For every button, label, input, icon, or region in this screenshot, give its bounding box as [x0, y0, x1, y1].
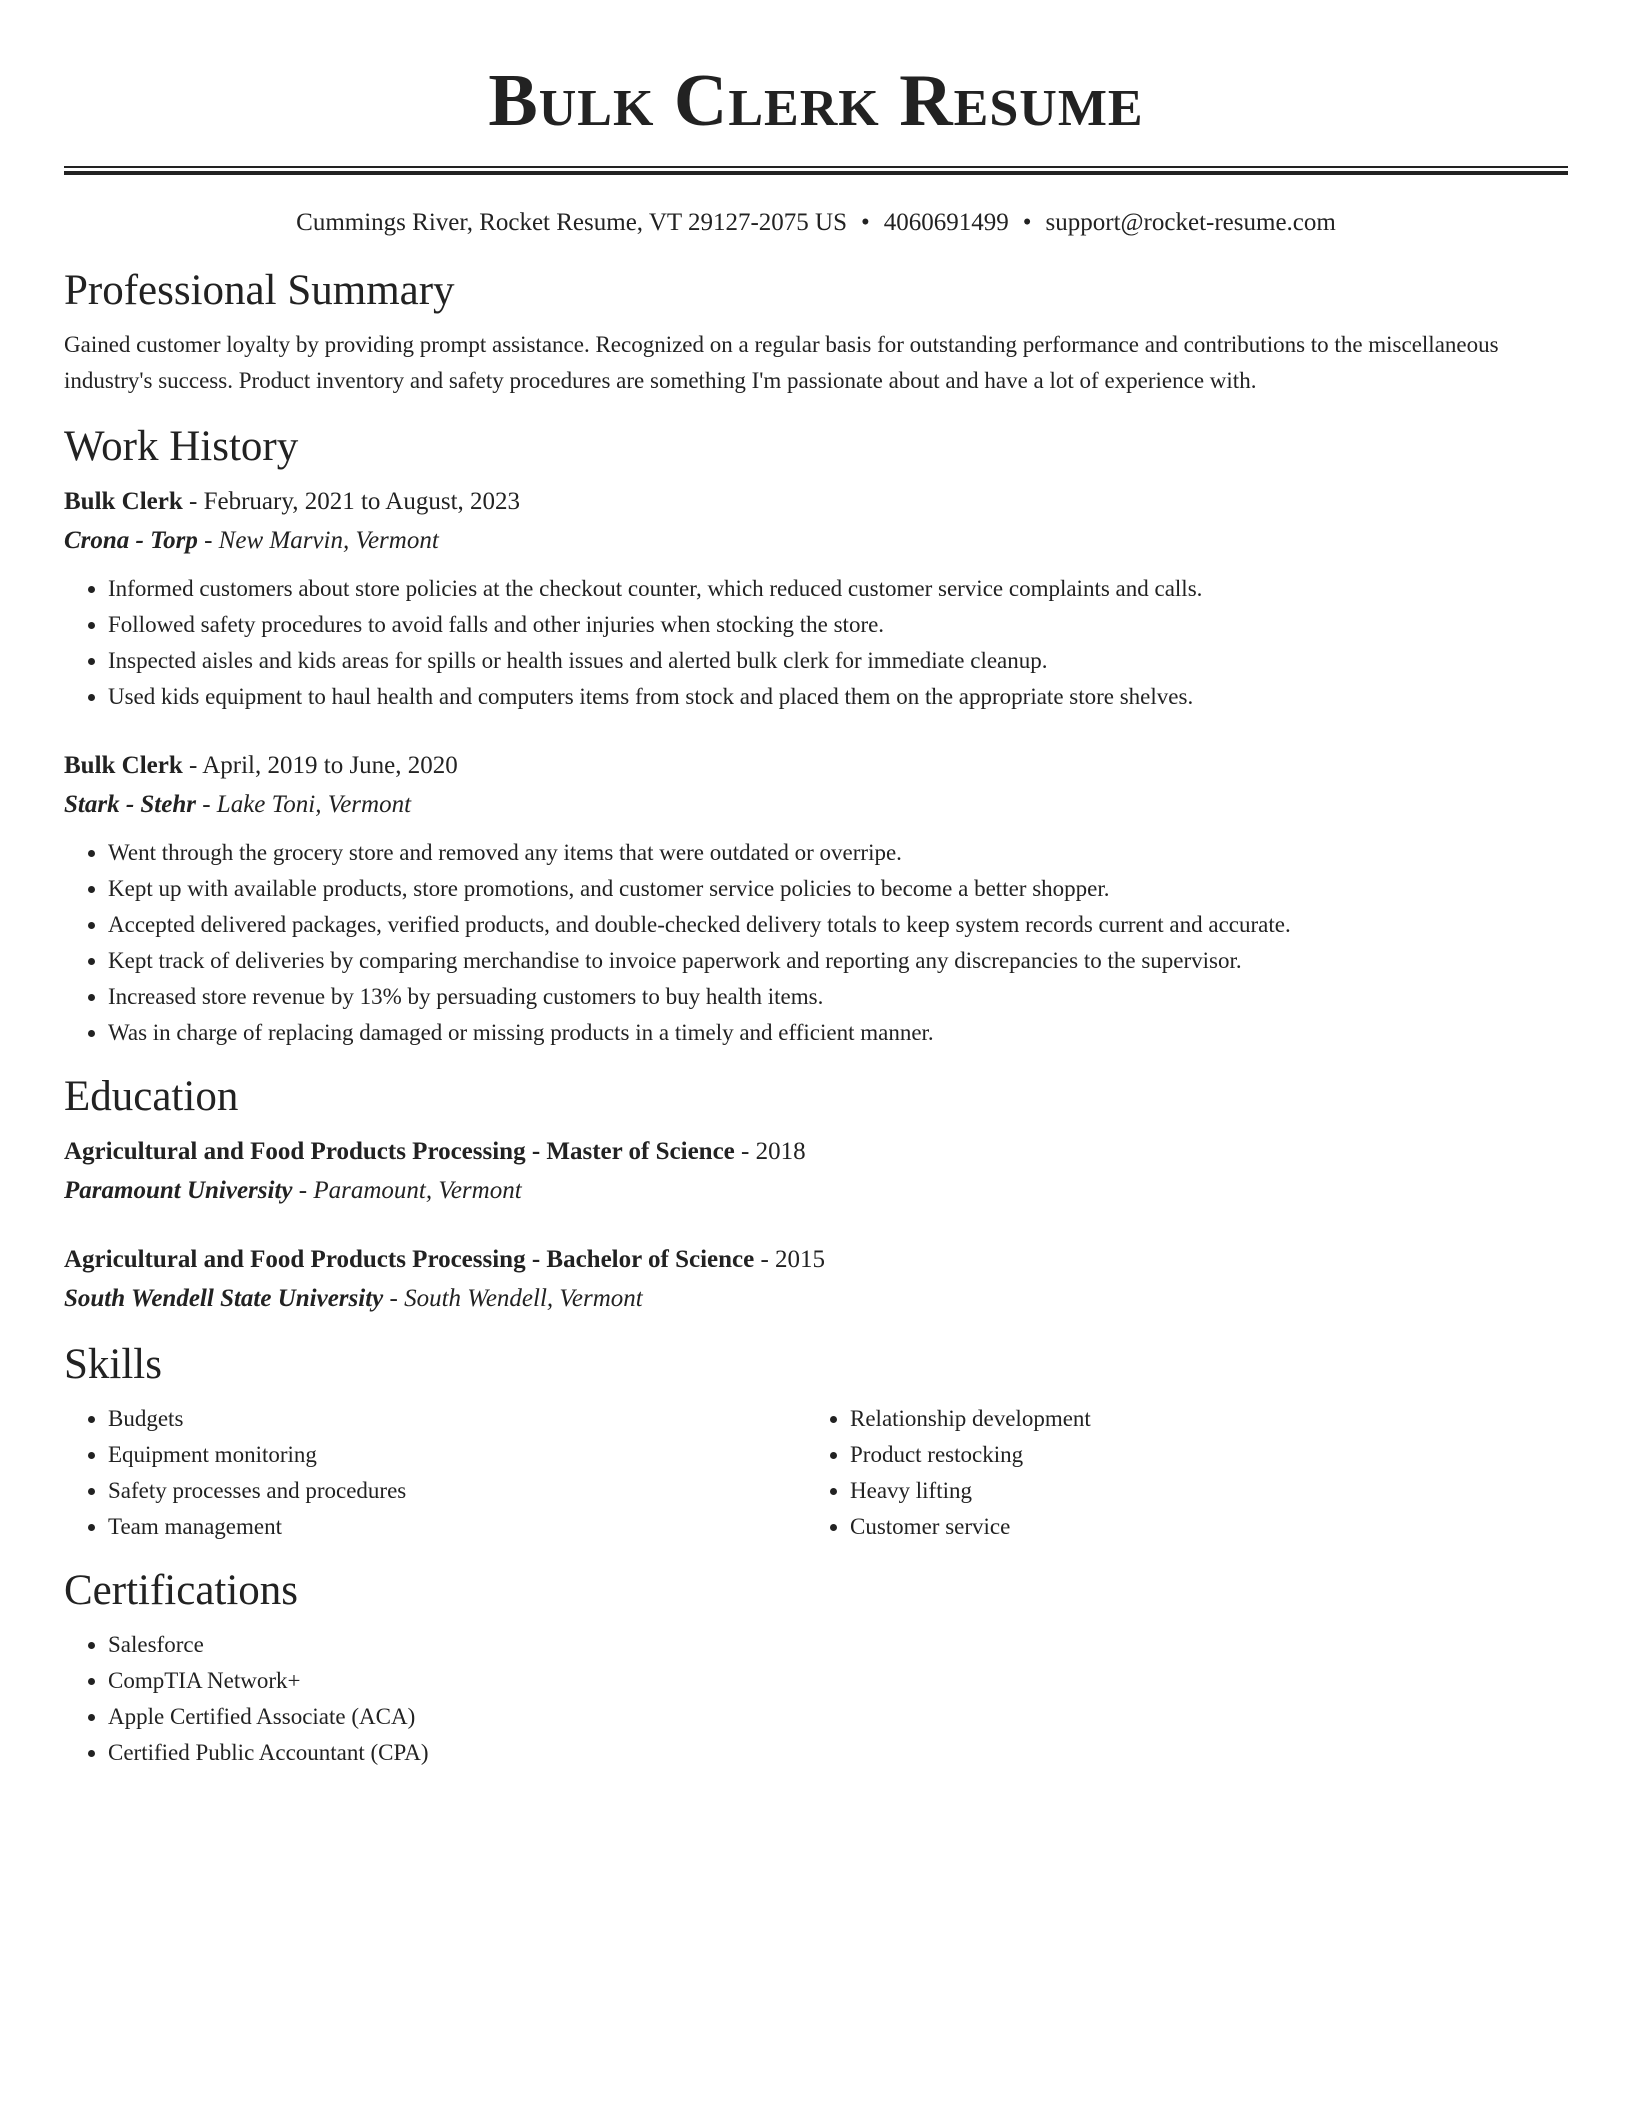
certification-item: • CompTIA Network+	[108, 1663, 1568, 1699]
skill-item: • Budgets	[108, 1401, 806, 1437]
skills-section	[64, 1337, 1568, 1545]
education-school-line	[64, 1171, 1568, 1211]
skills-list	[806, 1401, 1548, 1545]
job-company-line	[64, 785, 1568, 825]
education-year: - 2015	[754, 1246, 826, 1273]
job-bullet: • Increased store revenue by 13% by persuading customers to buy health items.	[108, 979, 1568, 1015]
education-location: - South Wendell, Vermont	[383, 1285, 643, 1312]
skills-heading: Skills	[64, 1341, 162, 1388]
job-bullet: • Used kids equipment to haul health and computers items from stock and placed them on the appropriate store shelves.	[108, 679, 1568, 715]
job-bullet: • Went through the grocery store and removed any items that were outdated or overripe.	[108, 835, 1568, 871]
job-bullet: • Inspected aisles and kids areas for spills or health issues and alerted bulk clerk for immediate cleanup.	[108, 643, 1568, 679]
education-year: - 2018	[734, 1138, 806, 1165]
contact-phone: 4060691499	[883, 209, 1009, 236]
skill-item: • Customer service	[850, 1509, 1548, 1545]
job-dates: - April, 2019 to June, 2020	[182, 752, 458, 779]
education-degree-line	[64, 1133, 1568, 1171]
certifications-list	[64, 1627, 1568, 1771]
job-bullet: • Accepted delivered packages, verified products, and double-checked delivery totals to keep system records current and accurate.	[108, 907, 1568, 943]
contact-separator: •	[861, 209, 870, 236]
job-entry	[64, 483, 1568, 715]
job-company: Stark - Stehr	[64, 791, 196, 818]
job-title-line	[64, 483, 1568, 521]
job-dates: - February, 2021 to August, 2023	[182, 488, 521, 515]
skill-item: • Safety processes and procedures	[108, 1473, 806, 1509]
contact-address: Cummings River, Rocket Resume, VT 29127-2075 US	[296, 209, 847, 236]
education-school-line	[64, 1279, 1568, 1319]
education-school: Paramount University	[64, 1177, 293, 1204]
contact-email: support@rocket-resume.com	[1045, 209, 1336, 236]
job-bullet: • Informed customers about store policies at the checkout counter, which reduced customer service complaints and calls.	[108, 571, 1568, 607]
job-company-line	[64, 521, 1568, 561]
summary-heading: Professional Summary	[64, 267, 455, 314]
certifications-heading: Certifications	[64, 1567, 299, 1614]
title-divider	[64, 166, 1568, 175]
certification-item: • Salesforce	[108, 1627, 1568, 1663]
job-title-line	[64, 747, 1568, 785]
skill-item: • Product restocking	[850, 1437, 1548, 1473]
job-title: Bulk Clerk	[64, 752, 183, 779]
job-bullets	[64, 835, 1568, 1051]
job-bullet: • Was in charge of replacing damaged or missing products in a timely and efficient manner.	[108, 1015, 1568, 1051]
skill-item: • Relationship development	[850, 1401, 1548, 1437]
certification-item: • Certified Public Accountant (CPA)	[108, 1735, 1568, 1771]
contact-separator: •	[1022, 209, 1032, 236]
certifications-section	[64, 1563, 1568, 1771]
certification-item: • Apple Certified Associate (ACA)	[108, 1699, 1568, 1735]
education-degree-line	[64, 1241, 1568, 1279]
work-history-section	[64, 419, 1568, 1051]
job-title: Bulk Clerk	[64, 488, 183, 515]
skill-item: • Team management	[108, 1509, 806, 1545]
job-company: Crona - Torp	[64, 527, 198, 554]
job-bullet: • Followed safety procedures to avoid falls and other injuries when stocking the store.	[108, 607, 1568, 643]
skill-item: • Equipment monitoring	[108, 1437, 806, 1473]
job-bullet: • Kept track of deliveries by comparing merchandise to invoice paperwork and reporting any discrepancies to the supervisor.	[108, 943, 1568, 979]
job-location: - Lake Toni, Vermont	[195, 791, 412, 818]
skills-column-right	[806, 1401, 1548, 1545]
education-degree: Agricultural and Food Products Processing - Bachelor of Science	[64, 1246, 755, 1273]
education-entry	[64, 1241, 1568, 1319]
work-history-heading: Work History	[64, 423, 299, 470]
skills-grid	[64, 1401, 1568, 1545]
education-section	[64, 1069, 1568, 1319]
contact-line	[64, 205, 1568, 241]
education-location: - Paramount, Vermont	[292, 1177, 522, 1204]
summary-text: Gained customer loyalty by providing prompt assistance. Recognized on a regular basis for outstanding performance and contributions to the miscellaneous industry's success. Product inventory and safety procedures are something I'm passionate about and have a lot of experience with.	[64, 332, 1499, 393]
skills-list	[64, 1401, 806, 1545]
skill-item: • Heavy lifting	[850, 1473, 1548, 1509]
resume-title: Bulk Clerk Resume	[488, 60, 1144, 142]
summary-section	[64, 263, 1568, 399]
education-school: South Wendell State University	[64, 1285, 384, 1312]
job-bullet: • Kept up with available products, store promotions, and customer service policies to become a better shopper.	[108, 871, 1568, 907]
education-degree: Agricultural and Food Products Processing - Master of Science	[64, 1138, 735, 1165]
education-entry	[64, 1133, 1568, 1211]
job-bullets	[64, 571, 1568, 715]
education-heading: Education	[64, 1073, 239, 1120]
job-location: - New Marvin, Vermont	[197, 527, 439, 554]
job-entry	[64, 747, 1568, 1051]
skills-column-left	[64, 1401, 806, 1545]
